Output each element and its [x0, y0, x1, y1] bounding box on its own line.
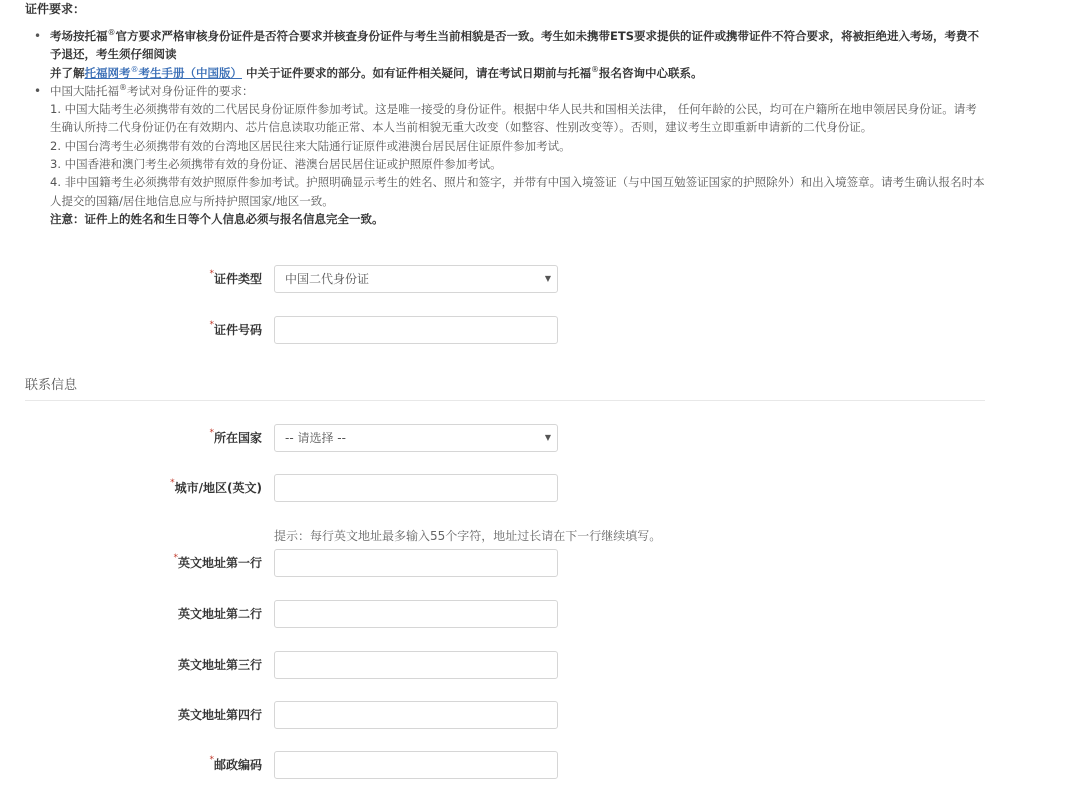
id-number-label [209, 316, 262, 344]
form-row-country [0, 424, 1080, 454]
city-input[interactable] [274, 474, 558, 502]
requirement-item-2: 2. 中国台湾考生必须携带有效的台湾地区居民往来大陆通行证原件或港澳台居民居住证原件参加考试。 [50, 138, 571, 153]
required-star-icon: * [173, 553, 178, 563]
form-row-city [0, 474, 1080, 504]
registered-mark: ® [130, 64, 139, 74]
bullet1-line3-suffix-end: 报名咨询中心联系。 [599, 65, 703, 80]
country-label [209, 424, 262, 452]
requirement-item-1: 1. 中国大陆考生必须携带有效的二代居民身份证原件参加考试。这是唯一接受的身份证件。根据中华人民共和国相关法律， 任何年龄的公民，均可在户籍所在地申领居民身份证。请考生确认所持二代身份证仍在有效期内、芯片信息读取功能正常、本人当前相貌无重大改变（如整容、性别改变等）。否则，建议考生立即重新申请新的二代身份证。 [50, 102, 977, 135]
requirement-item-4: 4. 非中国籍考生必须携带有效护照原件参加考试。护照明确显示考生的姓名、照片和签字，并带有中国入境签证（与中国互勉签证国家的护照除外）和出入境签章。请考生确认报名时本人提交的国籍/居住地信息应与所持护照国家/地区一致。 [50, 175, 985, 208]
section-divider [25, 400, 985, 401]
required-star-icon: * [209, 320, 214, 330]
id-type-value: 中国二代身份证 [285, 272, 370, 286]
bullet2-heading [50, 84, 254, 98]
form-row-id-type [0, 265, 1080, 295]
country-label-text: 所在国家 [213, 431, 262, 445]
form-row-address1 [0, 549, 1080, 579]
link-part1[interactable]: 托福网考 [84, 65, 131, 80]
requirement-bullet-exam-check [32, 27, 987, 82]
bullet1-text [50, 29, 979, 61]
form-row-id-number [0, 316, 1080, 346]
id-number-label-text: 证件号码 [213, 323, 262, 337]
country-select[interactable] [274, 424, 558, 452]
form-row-address2 [0, 600, 1080, 630]
postcode-label-text: 邮政编码 [213, 758, 262, 772]
id-type-label-text: 证件类型 [213, 272, 262, 286]
address1-label [173, 549, 262, 577]
required-star-icon: * [170, 478, 175, 488]
bullet1-line3 [50, 64, 987, 82]
link-part2[interactable]: 考生手册（中国版） [138, 65, 242, 80]
handbook-link[interactable] [85, 66, 243, 80]
requirements-title: 证件要求： [25, 2, 86, 16]
postcode-label [209, 751, 262, 779]
required-star-icon: * [209, 428, 214, 438]
address2-label: 英文地址第二行 [177, 607, 262, 621]
dropdown-arrow-icon: ▼ [544, 433, 551, 442]
required-star-icon: * [209, 269, 214, 279]
address-line3-input[interactable] [274, 651, 558, 679]
address-line4-input[interactable] [274, 701, 558, 729]
bullet2-part2: 考试对身份证件的要求： [127, 83, 254, 98]
address-hint: 提示：每行英文地址最多输入55个字符，地址过长请在下一行继续填写。 [274, 529, 662, 543]
address4-label: 英文地址第四行 [177, 708, 262, 722]
address-line2-input[interactable] [274, 600, 558, 628]
form-row-address3 [0, 651, 1080, 681]
bullet1-part2: 官方要求严格审核身份证件是否符合要求并核查身份证件与考生当前相貌是否一致。考生如未携带ETS要求提供的证件或携带证件不符合要求，将被拒绝进入考场，考费不予退还，考生须仔细阅读 [50, 29, 979, 62]
id-number-input[interactable] [274, 316, 558, 344]
dropdown-arrow-icon: ▼ [544, 274, 551, 283]
address-line1-input[interactable] [274, 549, 558, 577]
address3-label: 英文地址第三行 [177, 658, 262, 672]
requirements-list [32, 27, 987, 228]
bullet1-line3-suffix: 中关于证件要求的部分。如有证件相关疑问，请在考试日期前与托福 [242, 65, 591, 80]
registered-mark: ® [119, 83, 127, 93]
requirement-bullet-mainland [32, 82, 987, 228]
bullet1-part1: 考场按托福 [50, 29, 108, 43]
city-label-text: 城市/地区(英文) [174, 481, 262, 495]
id-type-select[interactable] [274, 265, 558, 293]
bullet2-part1: 中国大陆托福 [50, 83, 119, 98]
country-value: -- 请选择 -- [285, 431, 346, 445]
city-label [170, 474, 262, 502]
registered-mark: ® [107, 28, 116, 38]
id-type-label [209, 265, 262, 293]
requirement-note: 注意：证件上的姓名和生日等个人信息必须与报名信息完全一致。 [50, 211, 384, 226]
contact-section-title: 联系信息 [25, 378, 78, 393]
bullet1-line3-prefix: 并了解 [50, 65, 85, 80]
form-row-postcode [0, 751, 1080, 781]
requirement-item-3: 3. 中国香港和澳门考生必须携带有效的身份证、港澳台居民居住证或护照原件参加考试。 [50, 157, 502, 172]
form-row-address4 [0, 701, 1080, 731]
required-star-icon: * [209, 755, 214, 765]
registered-mark: ® [591, 64, 599, 74]
postcode-input[interactable] [274, 751, 558, 779]
address1-label-text: 英文地址第一行 [177, 556, 262, 570]
